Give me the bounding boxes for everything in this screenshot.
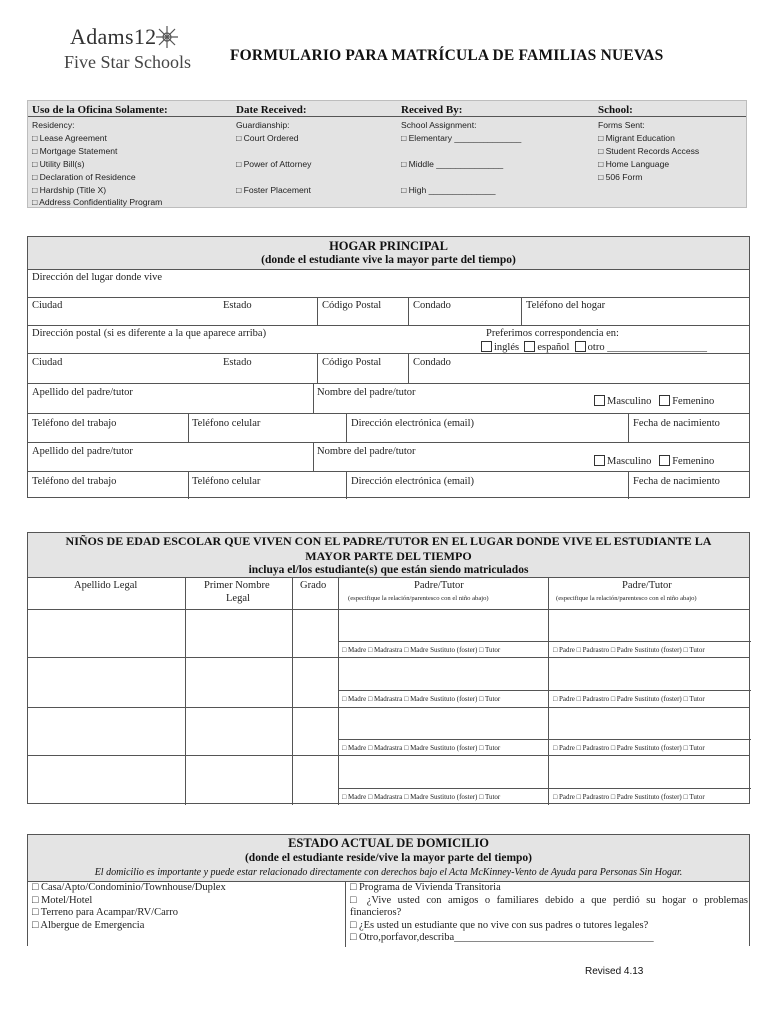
femenino-2-label: Femenino xyxy=(672,456,715,467)
genero-options-2 xyxy=(594,455,714,467)
domicilio-option-cont: financieros? xyxy=(350,907,402,919)
office-item: Forms Sent: xyxy=(598,120,645,130)
col-padre-tutor-b: Padre/Tutor xyxy=(622,580,672,591)
direccion-label: Dirección del lugar donde vive xyxy=(32,272,163,283)
otro-label: otro ___________________ xyxy=(587,342,707,353)
revision-label: Revised 4.13 xyxy=(585,966,644,977)
nacimiento-2-label: Fecha de nacimiento xyxy=(633,476,720,487)
ciudad-postal-label: Ciudad xyxy=(32,357,63,368)
ninos-subtitle: incluya el/los estudiante(s) que están siendo matriculados xyxy=(248,564,529,576)
domicilio-option[interactable]: □ Casa/Apto/Condominio/Townhouse/Duplex xyxy=(32,882,226,893)
otro-checkbox[interactable] xyxy=(575,341,586,352)
office-item[interactable]: □ Court Ordered xyxy=(236,132,299,143)
col-apellido-legal: Apellido Legal xyxy=(74,580,138,591)
domicilio-right-options xyxy=(350,882,748,945)
tel-trabajo-label: Teléfono del trabajo xyxy=(32,418,117,429)
domicilio-option[interactable]: □ ¿Vive usted con amigos o familiares debido a que perdió su hogar o problemas xyxy=(350,894,748,906)
estado-postal-label: Estado xyxy=(223,357,252,368)
school-assignment-list xyxy=(401,119,521,196)
domicilio-section xyxy=(27,834,750,946)
domicilio-note: El domicilio es importante y puede estar relacionado directamente con derechos bajo el Acta McKinney-Vento de Ayuda para Personas Sin Hogar. xyxy=(94,867,683,878)
office-header-date: Date Received: xyxy=(236,104,307,116)
nombre-padre-2-label: Nombre del padre/tutor xyxy=(317,446,416,457)
ciudad-label: Ciudad xyxy=(32,300,63,311)
hogar-subtitle: (donde el estudiante vive la mayor parte del tiempo) xyxy=(261,254,516,266)
domicilio-subtitle: (donde el estudiante reside/vive la mayor parte del tiempo) xyxy=(244,852,533,864)
tel-trabajo-2-label: Teléfono del trabajo xyxy=(32,476,117,487)
ingles-label: inglés xyxy=(494,342,520,353)
office-item[interactable]: □ Utility Bill(s) xyxy=(32,158,85,169)
madre-options-row4[interactable]: □ Madre □ Madrastra □ Madre Sustituto (foster) □ Tutor xyxy=(342,793,501,801)
masculino-label: Masculino xyxy=(607,396,652,407)
tel-celular-label: Teléfono celular xyxy=(192,418,261,429)
office-item[interactable]: □ Home Language xyxy=(598,158,670,169)
tel-celular-2-label: Teléfono celular xyxy=(192,476,261,487)
masculino-checkbox[interactable] xyxy=(594,395,605,406)
domicilio-title: ESTADO ACTUAL DE DOMICILIO xyxy=(288,836,489,850)
nacimiento-label: Fecha de nacimiento xyxy=(633,418,720,429)
residency-list xyxy=(32,119,162,209)
masculino-2-checkbox[interactable] xyxy=(594,455,605,466)
domicilio-option[interactable]: □ Terreno para Acampar/RV/Carro xyxy=(32,907,178,919)
domicilio-option[interactable]: □ ¿Es usted un estudiante que no vive con sus padres o tutores legales? xyxy=(350,919,649,931)
condado-2-label: Condado xyxy=(413,357,451,368)
guardianship-list xyxy=(236,119,311,196)
apellido-padre-2-label: Apellido del padre/tutor xyxy=(32,446,133,457)
espanol-checkbox[interactable] xyxy=(524,341,535,352)
nombre-padre-label: Nombre del padre/tutor xyxy=(317,387,416,398)
femenino-checkbox[interactable] xyxy=(659,395,670,406)
office-header-received: Received By: xyxy=(401,104,463,116)
apellido-padre-label: Apellido del padre/tutor xyxy=(32,387,133,398)
email-label: Dirección electrónica (email) xyxy=(351,418,475,429)
col-primer-nombre: Primer Nombre xyxy=(204,580,270,591)
madre-options-row3[interactable]: □ Madre □ Madrastra □ Madre Sustituto (foster) □ Tutor xyxy=(342,744,501,752)
office-item[interactable]: □ Address Confidentiality Program xyxy=(32,197,163,208)
office-item[interactable]: □ Declaration of Residence xyxy=(32,171,136,182)
domicilio-option[interactable]: □ Otro,porfavor,describa______________________________________ xyxy=(350,932,654,944)
office-item[interactable]: □ Mortgage Statement xyxy=(32,145,118,156)
office-item[interactable]: □ Foster Placement xyxy=(236,184,311,195)
padre-options-row2[interactable]: □ Padre □ Padrastro □ Padre Sustituto (foster) □ Tutor xyxy=(553,695,705,703)
madre-options-row1[interactable]: □ Madre □ Madrastra □ Madre Sustituto (foster) □ Tutor xyxy=(342,646,501,654)
col-legal: Legal xyxy=(226,593,250,604)
office-use-section xyxy=(27,100,747,208)
district-logo xyxy=(58,24,198,78)
ingles-checkbox[interactable] xyxy=(481,341,492,352)
domicilio-option[interactable]: □ Albergue de Emergencia xyxy=(32,919,145,931)
domicilio-left-options xyxy=(32,882,226,932)
office-item[interactable]: □ High ______________ xyxy=(401,184,496,195)
padre-options-row4[interactable]: □ Padre □ Padrastro □ Padre Sustituto (foster) □ Tutor xyxy=(553,793,705,801)
office-item: School Assignment: xyxy=(401,120,477,130)
logo-line2: Five Star Schools xyxy=(64,52,192,72)
office-item[interactable]: □ Elementary ______________ xyxy=(401,132,522,143)
preferimos-label: Preferimos correspondencia en: xyxy=(486,328,619,339)
femenino-2-checkbox[interactable] xyxy=(659,455,670,466)
col-padre-note-b: (especifique la relación/parentesco con el niño abajo) xyxy=(556,595,697,602)
office-item[interactable]: □ Power of Attorney xyxy=(236,158,312,169)
office-item xyxy=(236,145,311,158)
domicilio-option[interactable]: □ Programa de Vivienda Transitoria xyxy=(350,882,501,893)
hogar-principal-section xyxy=(27,236,750,498)
femenino-label: Femenino xyxy=(672,396,715,407)
padre-options-row1[interactable]: □ Padre □ Padrastro □ Padre Sustituto (foster) □ Tutor xyxy=(553,646,705,654)
padre-options-row3[interactable]: □ Padre □ Padrastro □ Padre Sustituto (foster) □ Tutor xyxy=(553,744,705,752)
espanol-label: español xyxy=(537,342,570,353)
office-item[interactable]: □ Middle ______________ xyxy=(401,158,504,169)
ninos-title-line2: MAYOR PARTE DEL TIEMPO xyxy=(305,549,472,563)
hogar-title: HOGAR PRINCIPAL xyxy=(329,239,448,253)
office-header-uso: Uso de la Oficina Solamente: xyxy=(32,104,168,116)
office-item xyxy=(401,171,521,184)
office-item[interactable]: □ 506 Form xyxy=(598,171,643,182)
codigo-postal-label: Código Postal xyxy=(322,300,382,311)
office-item[interactable]: □ Student Records Access xyxy=(598,145,700,156)
madre-options-row2[interactable]: □ Madre □ Madrastra □ Madre Sustituto (foster) □ Tutor xyxy=(342,695,501,703)
idioma-options xyxy=(481,341,707,353)
col-grado: Grado xyxy=(300,580,327,591)
codigo-postal-2-label: Código Postal xyxy=(322,357,382,368)
office-item: Guardianship: xyxy=(236,120,290,130)
forms-sent-list xyxy=(598,119,699,184)
office-item[interactable]: □ Migrant Education xyxy=(598,132,675,143)
ninos-title-line1: NIÑOS DE EDAD ESCOLAR QUE VIVEN CON EL PADRE/TUTOR EN EL LUGAR DONDE VIVE EL ESTUDIANTE LA xyxy=(65,534,712,548)
office-header-school: School: xyxy=(598,104,633,116)
estado-label: Estado xyxy=(223,300,252,311)
genero-options xyxy=(594,395,714,407)
telefono-hogar-label: Teléfono del hogar xyxy=(526,300,606,311)
email-2-label: Dirección electrónica (email) xyxy=(351,476,475,487)
office-item: Residency: xyxy=(32,120,75,130)
office-item[interactable]: □ Hardship (Title X) xyxy=(32,184,107,195)
office-item[interactable]: □ Lease Agreement xyxy=(32,132,107,143)
masculino-2-label: Masculino xyxy=(607,456,652,467)
office-item xyxy=(401,145,521,158)
col-padre-note-a: (especifique la relación/parentesco con el niño abajo) xyxy=(348,595,489,602)
star-icon xyxy=(154,24,180,50)
logo-line1: Adams12 xyxy=(70,24,157,49)
page-title: FORMULARIO PARA MATRÍCULA DE FAMILIAS NUEVAS xyxy=(230,47,664,64)
domicilio-option[interactable]: □ Motel/Hotel xyxy=(32,894,93,906)
direccion-postal-label: Dirección postal (si es diferente a la que aparece arriba) xyxy=(32,328,267,339)
office-item xyxy=(236,171,311,184)
col-padre-tutor-a: Padre/Tutor xyxy=(414,580,464,591)
ninos-section xyxy=(27,532,750,804)
condado-label: Condado xyxy=(413,300,451,311)
